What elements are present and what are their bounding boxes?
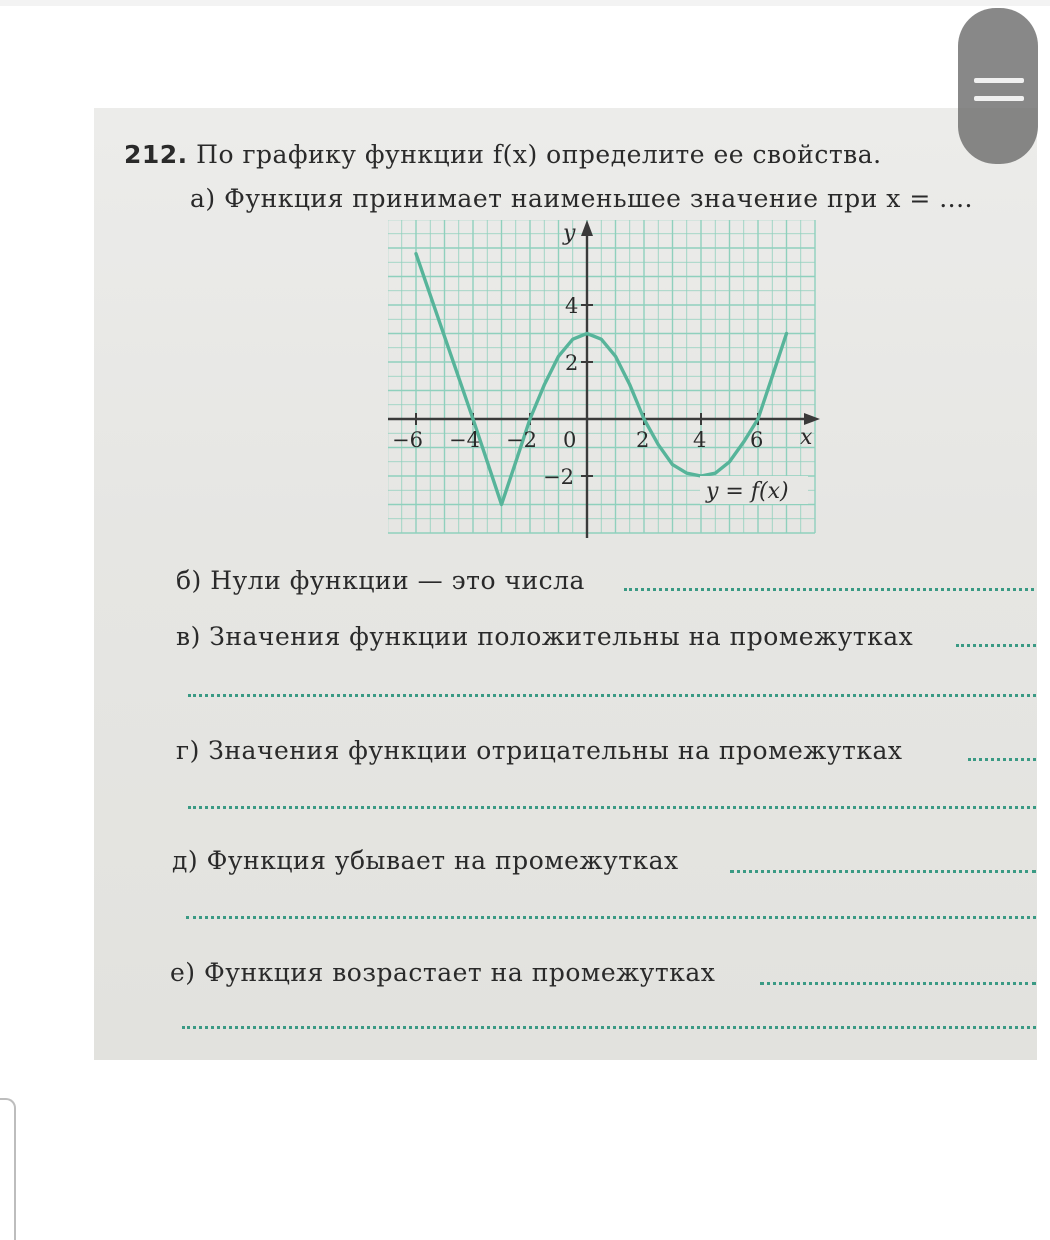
item-b: б) Нули функции — это числа bbox=[176, 566, 585, 595]
x-tick-label: 2 bbox=[636, 428, 650, 452]
item-g: г) Значения функции отрицательны на промежутках bbox=[176, 736, 903, 765]
answer-line-v-1[interactable] bbox=[956, 644, 1036, 647]
problem-heading bbox=[124, 140, 882, 169]
answer-line-d-1[interactable] bbox=[730, 870, 1036, 873]
function-graph bbox=[388, 220, 828, 538]
x-tick-labels bbox=[392, 428, 763, 452]
y-tick-label: −2 bbox=[543, 465, 574, 489]
top-edge bbox=[0, 0, 1050, 6]
y-axis-label: y bbox=[563, 221, 576, 246]
x-axis-label: x bbox=[800, 425, 813, 450]
answer-line-g-1[interactable] bbox=[968, 758, 1036, 761]
answer-line-g-2[interactable] bbox=[188, 806, 1036, 809]
x-tick-label: −4 bbox=[449, 428, 480, 452]
item-a: а) Функция принимает наименьшее значение при x = .... bbox=[190, 184, 974, 213]
problem-number: 212. bbox=[124, 140, 188, 169]
item-e: е) Функция возрастает на промежутках bbox=[170, 958, 716, 987]
answer-line-v-2[interactable] bbox=[188, 694, 1036, 697]
menu-button[interactable] bbox=[958, 8, 1038, 164]
x-tick-label: −2 bbox=[506, 428, 537, 452]
x-tick-label: 0 bbox=[563, 428, 577, 452]
y-tick-label: 2 bbox=[565, 351, 579, 375]
y-tick-label: 4 bbox=[565, 294, 579, 318]
x-tick-label: 6 bbox=[750, 428, 764, 452]
x-tick-label: 4 bbox=[693, 428, 707, 452]
problem-statement: По графику функции f(x) определите ее свойства. bbox=[196, 140, 882, 169]
x-tick-label: −6 bbox=[392, 428, 423, 452]
answer-line-e-1[interactable] bbox=[760, 982, 1036, 985]
scroll-edge bbox=[0, 1098, 16, 1240]
function-label: y = f(x) bbox=[706, 479, 789, 504]
textbook-page-photo bbox=[94, 108, 1037, 1060]
item-v: в) Значения функции положительны на промежутках bbox=[176, 622, 914, 651]
answer-line-d-2[interactable] bbox=[186, 916, 1036, 919]
menu-icon-bar-top bbox=[974, 78, 1024, 83]
menu-icon-bar-bottom bbox=[974, 96, 1024, 101]
item-d: д) Функция убывает на промежутках bbox=[172, 846, 679, 875]
answer-line-b[interactable] bbox=[624, 588, 1034, 591]
answer-line-e-2[interactable] bbox=[182, 1026, 1036, 1029]
